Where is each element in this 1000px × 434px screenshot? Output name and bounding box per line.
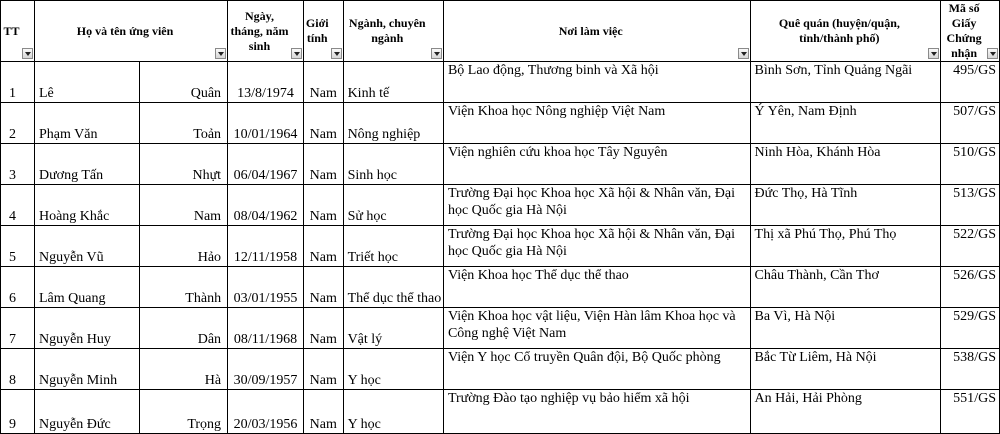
cell-dob[interactable]: 03/01/1955 (228, 267, 304, 308)
header-cert-label: Mã số Giấy Chứng nhận (946, 1, 982, 60)
cert-code (941, 226, 999, 243)
cell-field[interactable]: Y học (343, 349, 443, 390)
cell-home[interactable]: Đức Thọ, Hà Tĩnh (750, 185, 941, 226)
filter-dropdown-icon[interactable] (987, 48, 998, 59)
cert-suffix: /GS (974, 350, 996, 365)
cell-tt[interactable]: 4 (1, 185, 35, 226)
cert-code (941, 267, 999, 284)
cell-sex[interactable]: Nam (303, 267, 343, 308)
cell-field[interactable]: Vật lý (343, 308, 443, 349)
cert-code (941, 308, 999, 325)
header-work-label: Nơi làm việc (558, 23, 623, 38)
cell-first-name[interactable]: Hoàng Khắc (34, 185, 139, 226)
cell-first-name[interactable]: Phạm Văn (34, 103, 139, 144)
cell-first-name[interactable]: Nguyễn Vũ (34, 226, 139, 267)
cell-dob[interactable]: 06/04/1967 (228, 144, 304, 185)
cell-home[interactable]: Châu Thành, Cần Thơ (750, 267, 941, 308)
table-row (1, 308, 1000, 349)
table-row (1, 144, 1000, 185)
cell-dob[interactable]: 08/04/1962 (228, 185, 304, 226)
cell-last-name[interactable]: Toản (139, 103, 227, 144)
header-field (343, 1, 443, 62)
cell-dob[interactable]: 30/09/1957 (228, 349, 304, 390)
cert-suffix: /GS (974, 104, 996, 119)
header-cert (941, 1, 1000, 62)
cell-last-name[interactable]: Hảo (139, 226, 227, 267)
header-dob-label: Ngày, tháng, năm sinh (230, 8, 289, 53)
cell-sex[interactable]: Nam (303, 226, 343, 267)
cert-number: 529 (953, 309, 975, 324)
cert-suffix: /GS (974, 63, 996, 78)
cell-home[interactable]: An Hải, Hải Phòng (750, 390, 941, 434)
cell-work[interactable]: Trường Đại học Khoa học Xã hội & Nhân văn, Đại học Quốc gia Hà Nội (443, 185, 750, 226)
cell-tt[interactable]: 3 (1, 144, 35, 185)
cell-field[interactable]: Sử học (343, 185, 443, 226)
cell-field[interactable]: Y học (343, 390, 443, 434)
cell-sex[interactable]: Nam (303, 62, 343, 103)
cell-cert[interactable] (941, 62, 1000, 103)
filter-dropdown-icon[interactable] (738, 48, 749, 59)
cell-cert[interactable] (941, 144, 1000, 185)
header-row (1, 1, 1000, 62)
cell-work[interactable]: Viện Khoa học vật liệu, Viện Hàn lâm Khoa học và Công nghệ Việt Nam (443, 308, 750, 349)
cell-field[interactable]: Kinh tế (343, 62, 443, 103)
cell-field[interactable]: Triết học (343, 226, 443, 267)
cell-field[interactable]: Thể dục thể thao (343, 267, 443, 308)
header-home-label: Quê quán (huyện/quận, tỉnh/thành phố) (778, 16, 900, 45)
cert-number: 538 (953, 350, 975, 365)
cert-suffix: /GS (974, 186, 996, 201)
cell-dob[interactable]: 12/11/1958 (228, 226, 304, 267)
table-row (1, 349, 1000, 390)
cell-tt[interactable]: 7 (1, 308, 35, 349)
cell-sex[interactable]: Nam (303, 349, 343, 390)
cell-first-name[interactable]: Nguyễn Đức (34, 390, 139, 434)
cell-first-name[interactable]: Lê (34, 62, 139, 103)
table-row (1, 103, 1000, 144)
table-row (1, 390, 1000, 434)
cert-number: 526 (953, 268, 975, 283)
cell-tt[interactable]: 8 (1, 349, 35, 390)
cell-sex[interactable]: Nam (303, 308, 343, 349)
table-row (1, 62, 1000, 103)
cell-dob[interactable]: 20/03/1956 (228, 390, 304, 434)
cell-cert[interactable] (941, 226, 1000, 267)
cert-suffix: /GS (974, 309, 996, 324)
cell-sex[interactable]: Nam (303, 144, 343, 185)
cell-dob[interactable]: 13/8/1974 (228, 62, 304, 103)
filter-dropdown-icon[interactable] (928, 48, 939, 59)
cell-last-name[interactable]: Hà (139, 349, 227, 390)
cell-cert[interactable] (941, 103, 1000, 144)
cell-field[interactable]: Sinh học (343, 144, 443, 185)
cell-cert[interactable] (941, 390, 1000, 434)
cert-code (941, 185, 999, 202)
cell-field[interactable]: Nông nghiệp (343, 103, 443, 144)
cell-dob[interactable]: 08/11/1968 (228, 308, 304, 349)
cell-dob[interactable]: 10/01/1964 (228, 103, 304, 144)
cell-home[interactable]: Thị xã Phú Thọ, Phú Thọ (750, 226, 941, 267)
cell-home[interactable]: Ý Yên, Nam Định (750, 103, 941, 144)
cert-code (941, 349, 999, 366)
cert-number: 522 (953, 227, 975, 242)
cell-work[interactable]: Viện nghiên cứu khoa học Tây Nguyên (443, 144, 750, 185)
cell-last-name[interactable]: Nhựt (139, 144, 227, 185)
cert-number: 513 (953, 186, 975, 201)
cert-number: 507 (953, 104, 975, 119)
cell-first-name[interactable]: Nguyễn Minh (34, 349, 139, 390)
cell-first-name[interactable]: Dương Tấn (34, 144, 139, 185)
header-sex-label: Giới tính (305, 16, 329, 45)
cell-home[interactable]: Bắc Từ Liêm, Hà Nội (750, 349, 941, 390)
cert-code (941, 103, 999, 120)
cell-last-name[interactable]: Trọng (139, 390, 227, 434)
cell-tt[interactable]: 5 (1, 226, 35, 267)
header-name (34, 1, 227, 62)
cell-work[interactable]: Viện Khoa học Nông nghiệp Việt Nam (443, 103, 750, 144)
header-tt-label: TT (3, 23, 20, 38)
cert-code (941, 62, 999, 79)
cell-home[interactable]: Ba Vì, Hà Nội (750, 308, 941, 349)
cell-sex[interactable]: Nam (303, 103, 343, 144)
cell-last-name[interactable]: Thành (139, 267, 227, 308)
cell-first-name[interactable]: Nguyễn Huy (34, 308, 139, 349)
cert-number: 495 (953, 63, 975, 78)
cell-sex[interactable]: Nam (303, 185, 343, 226)
cell-tt[interactable]: 6 (1, 267, 35, 308)
cert-suffix: /GS (974, 227, 996, 242)
header-sex (303, 1, 343, 62)
cert-suffix: /GS (974, 145, 996, 160)
cell-last-name[interactable]: Dân (139, 308, 227, 349)
table-row (1, 226, 1000, 267)
cell-work[interactable]: Bộ Lao động, Thương binh và Xã hội (443, 62, 750, 103)
header-home (750, 1, 941, 62)
cell-sex[interactable]: Nam (303, 390, 343, 434)
filter-dropdown-icon[interactable] (431, 48, 442, 59)
table-row (1, 185, 1000, 226)
header-name-label: Họ và tên ứng viên (76, 23, 174, 38)
cell-tt[interactable]: 1 (1, 62, 35, 103)
cert-number: 551 (953, 391, 975, 406)
header-tt (1, 1, 35, 62)
header-field-label: Ngành, chuyên ngành (348, 16, 426, 45)
header-work (443, 1, 750, 62)
cert-code (941, 390, 999, 407)
cell-home[interactable]: Ninh Hòa, Khánh Hòa (750, 144, 941, 185)
cell-tt[interactable]: 2 (1, 103, 35, 144)
cell-home[interactable]: Bình Sơn, Tỉnh Quảng Ngãi (750, 62, 941, 103)
cell-work[interactable]: Viện Y học Cổ truyền Quân đội, Bộ Quốc phòng (443, 349, 750, 390)
filter-dropdown-icon[interactable] (215, 48, 226, 59)
cell-cert[interactable] (941, 185, 1000, 226)
table-row (1, 267, 1000, 308)
cell-last-name[interactable]: Nam (139, 185, 227, 226)
cert-suffix: /GS (974, 268, 996, 283)
cell-first-name[interactable]: Lâm Quang (34, 267, 139, 308)
cell-cert[interactable] (941, 308, 1000, 349)
cell-work[interactable]: Trường Đại học Khoa học Xã hội & Nhân văn, Đại học Quốc gia Hà Nội (443, 226, 750, 267)
cell-cert[interactable] (941, 267, 1000, 308)
cert-suffix: /GS (974, 391, 996, 406)
cell-cert[interactable] (941, 349, 1000, 390)
cell-tt[interactable]: 9 (1, 390, 35, 434)
cert-code (941, 144, 999, 161)
filter-dropdown-icon[interactable] (22, 48, 33, 59)
header-dob (228, 1, 304, 62)
cell-work[interactable]: Trường Đào tạo nghiệp vụ bảo hiểm xã hội (443, 390, 750, 434)
cert-number: 510 (953, 145, 975, 160)
filter-dropdown-icon[interactable] (331, 48, 342, 59)
filter-dropdown-icon[interactable] (291, 48, 302, 59)
cell-work[interactable]: Viện Khoa học Thể dục thể thao (443, 267, 750, 308)
cell-last-name[interactable]: Quân (139, 62, 227, 103)
